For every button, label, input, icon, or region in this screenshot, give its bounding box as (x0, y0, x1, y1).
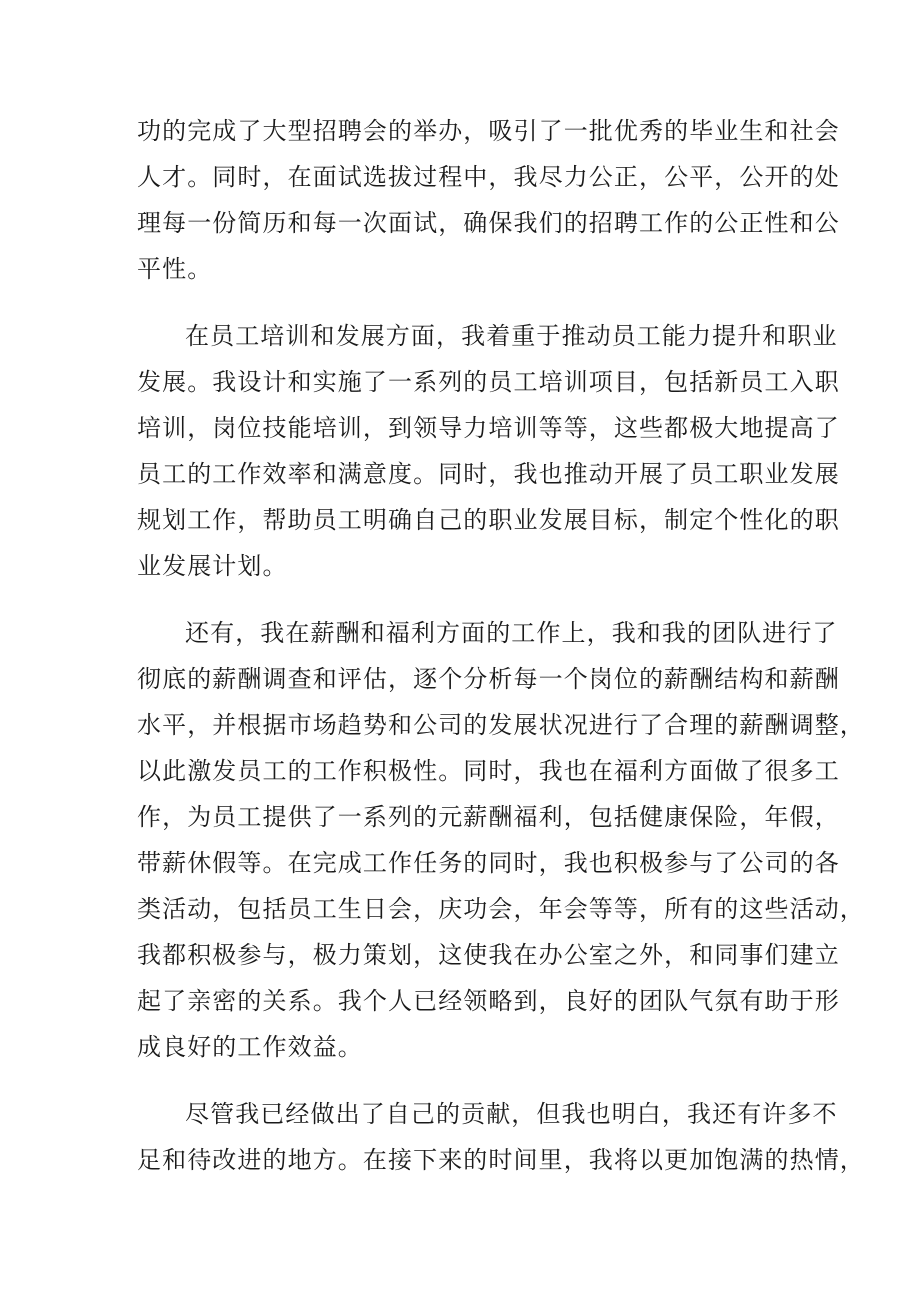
text-line: 员工的工作效率和满意度。同时，我也推动开展了员工职业发展 (137, 460, 840, 488)
text-line: 业发展计划。 (137, 552, 288, 580)
text-line: 带薪休假等。在完成工作任务的同时，我也积极参与了公司的各 (137, 849, 840, 877)
document-body (137, 108, 865, 1183)
text-line: 还有，我在薪酬和福利方面的工作上，我和我的团队进行了 (185, 619, 838, 647)
text-line: 成良好的工作效益。 (137, 1033, 363, 1061)
paragraph-training (137, 313, 840, 589)
text-line: 类活动，包括员工生日会，庆功会，年会等等，所有的这些活动， (137, 895, 865, 923)
text-line: 理每一份简历和每一次面试，确保我们的招聘工作的公正性和公 (137, 209, 840, 237)
text-line: 起了亲密的关系。我个人已经领略到，良好的团队气氛有助于形 (137, 987, 840, 1015)
paragraph-compensation (137, 610, 865, 1070)
text-line: 发展。我设计和实施了一系列的员工培训项目，包括新员工入职 (137, 368, 840, 396)
text-line: 规划工作，帮助员工明确自己的职业发展目标，制定个性化的职 (137, 506, 840, 534)
paragraph-spacer (137, 589, 801, 610)
text-line: 彻底的薪酬调查和评估，逐个分析每一个岗位的薪酬结构和薪酬 (137, 665, 840, 693)
text-line: 我都积极参与，极力策划，这使我在办公室之外，和同事们建立 (137, 941, 840, 969)
text-line: 培训，岗位技能培训，到领导力培训等等，这些都极大地提高了 (137, 414, 840, 442)
text-line: 功的完成了大型招聘会的举办，吸引了一批优秀的毕业生和社会 (137, 117, 840, 145)
text-line: 以此激发员工的工作积极性。同时，我也在福利方面做了很多工 (137, 757, 840, 785)
text-line: 平性。 (137, 255, 213, 283)
text-line: 尽管我已经做出了自己的贡献，但我也明白，我还有许多不 (185, 1100, 838, 1128)
paragraph-spacer (137, 1070, 801, 1091)
paragraph-recruitment (137, 108, 840, 292)
text-line: 足和待改进的地方。在接下来的时间里，我将以更加饱满的热情， (137, 1146, 865, 1174)
text-line: 作，为员工提供了一系列的元薪酬福利，包括健康保险，年假， (137, 803, 840, 831)
paragraph-spacer (137, 292, 801, 313)
paragraph-reflection (137, 1091, 865, 1183)
text-line: 人才。同时，在面试选拔过程中，我尽力公正，公平，公开的处 (137, 163, 840, 191)
text-line: 水平，并根据市场趋势和公司的发展状况进行了合理的薪酬调整， (137, 711, 865, 739)
text-line: 在员工培训和发展方面，我着重于推动员工能力提升和职业 (185, 322, 838, 350)
